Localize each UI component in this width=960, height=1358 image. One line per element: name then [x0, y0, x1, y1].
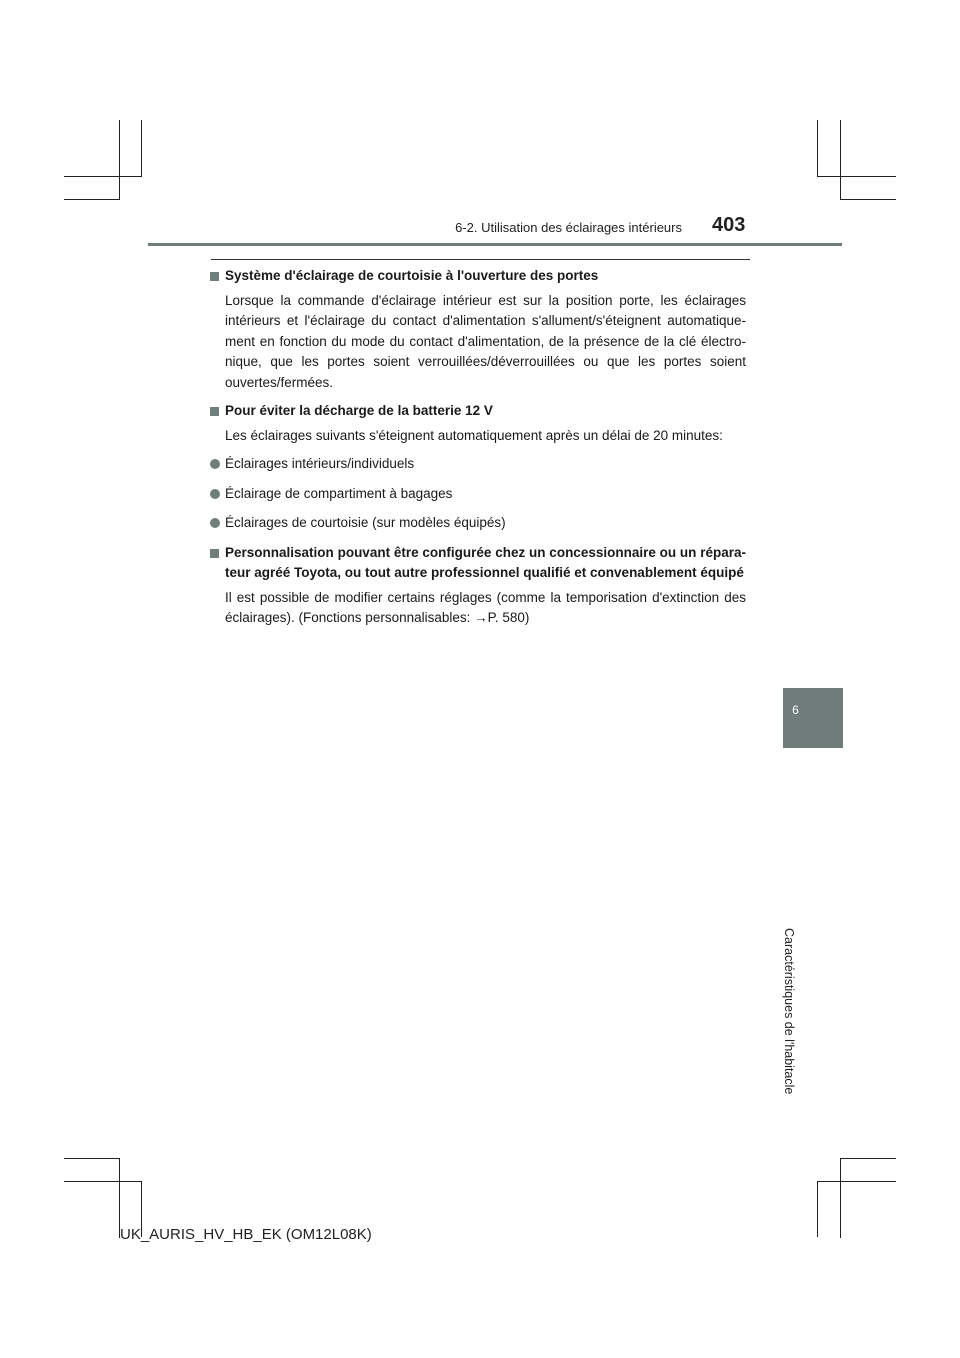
chapter-title: Caractéristiques de l'habitacle — [782, 928, 796, 1095]
crop-mark — [840, 1158, 841, 1238]
crop-mark — [840, 199, 896, 200]
section-title: 6-2. Utilisation des éclairages intérieurs — [455, 220, 682, 235]
list-item — [210, 513, 746, 534]
page-content — [210, 266, 746, 637]
list-item — [210, 454, 746, 475]
crop-mark — [817, 120, 818, 176]
crop-mark — [840, 1158, 896, 1159]
chapter-number: 6 — [792, 703, 799, 717]
header-rule — [148, 243, 842, 246]
crop-mark — [817, 1181, 896, 1182]
section-heading — [210, 266, 746, 287]
section-heading — [210, 543, 746, 584]
list-item-text: Éclairages de courtoisie (sur modèles équipés) — [225, 515, 506, 530]
square-bullet-icon — [210, 407, 219, 416]
chapter-tab — [783, 688, 843, 748]
crop-mark — [141, 120, 142, 176]
document-code: UK_AURIS_HV_HB_EK (OM12L08K) — [120, 1226, 372, 1243]
square-bullet-icon — [210, 549, 219, 558]
list-item-text: Éclairages intérieurs/individuels — [225, 456, 415, 471]
crop-mark — [64, 1181, 142, 1182]
circle-bullet-icon — [210, 459, 220, 469]
crop-mark — [64, 1158, 120, 1159]
circle-bullet-icon — [210, 518, 220, 528]
section-body: Lorsque la commande d'éclairage intérieur est sur la position porte, les éclairages intérieurs et l'éclairage du contact d'alimentation s'allument/s'éteignent automatique-ment en fonction du mode du contact d'alimentation, de la présence de la clé électro-nique, que les portes soient verrouillées/déverrouillées ou que les portes soient ouvertes/fermées. — [225, 292, 746, 390]
list-item-text: Éclairage de compartiment à bagages — [225, 485, 453, 501]
section-body: Il est possible de modifier certains réglages (comme la temporisation d'extinction des éclairages). (Fonctions personnalisables: →P. 580) — [225, 589, 746, 625]
section-heading — [210, 401, 746, 422]
list-item — [210, 484, 746, 505]
square-bullet-icon — [210, 272, 219, 281]
crop-mark — [119, 120, 120, 200]
circle-bullet-icon — [210, 489, 220, 499]
heading-text: Pour éviter la décharge de la batterie 12 V — [225, 403, 493, 418]
crop-mark — [817, 1181, 818, 1237]
crop-mark — [817, 176, 896, 177]
crop-mark — [64, 199, 120, 200]
section-body: Les éclairages suivants s'éteignent automatiquement après un délai de 20 minutes: — [225, 427, 723, 443]
crop-mark — [64, 176, 142, 177]
heading-text: Personnalisation pouvant être configurée chez un concessionnaire ou un répara-teur agréé Toyota, ou tout autre professionnel qualifié et convenablement équipé — [225, 544, 746, 580]
crop-mark — [840, 120, 841, 200]
content-rule — [211, 259, 750, 260]
heading-text: Système d'éclairage de courtoisie à l'ouverture des portes — [225, 268, 599, 283]
page-number: 403 — [712, 214, 746, 236]
